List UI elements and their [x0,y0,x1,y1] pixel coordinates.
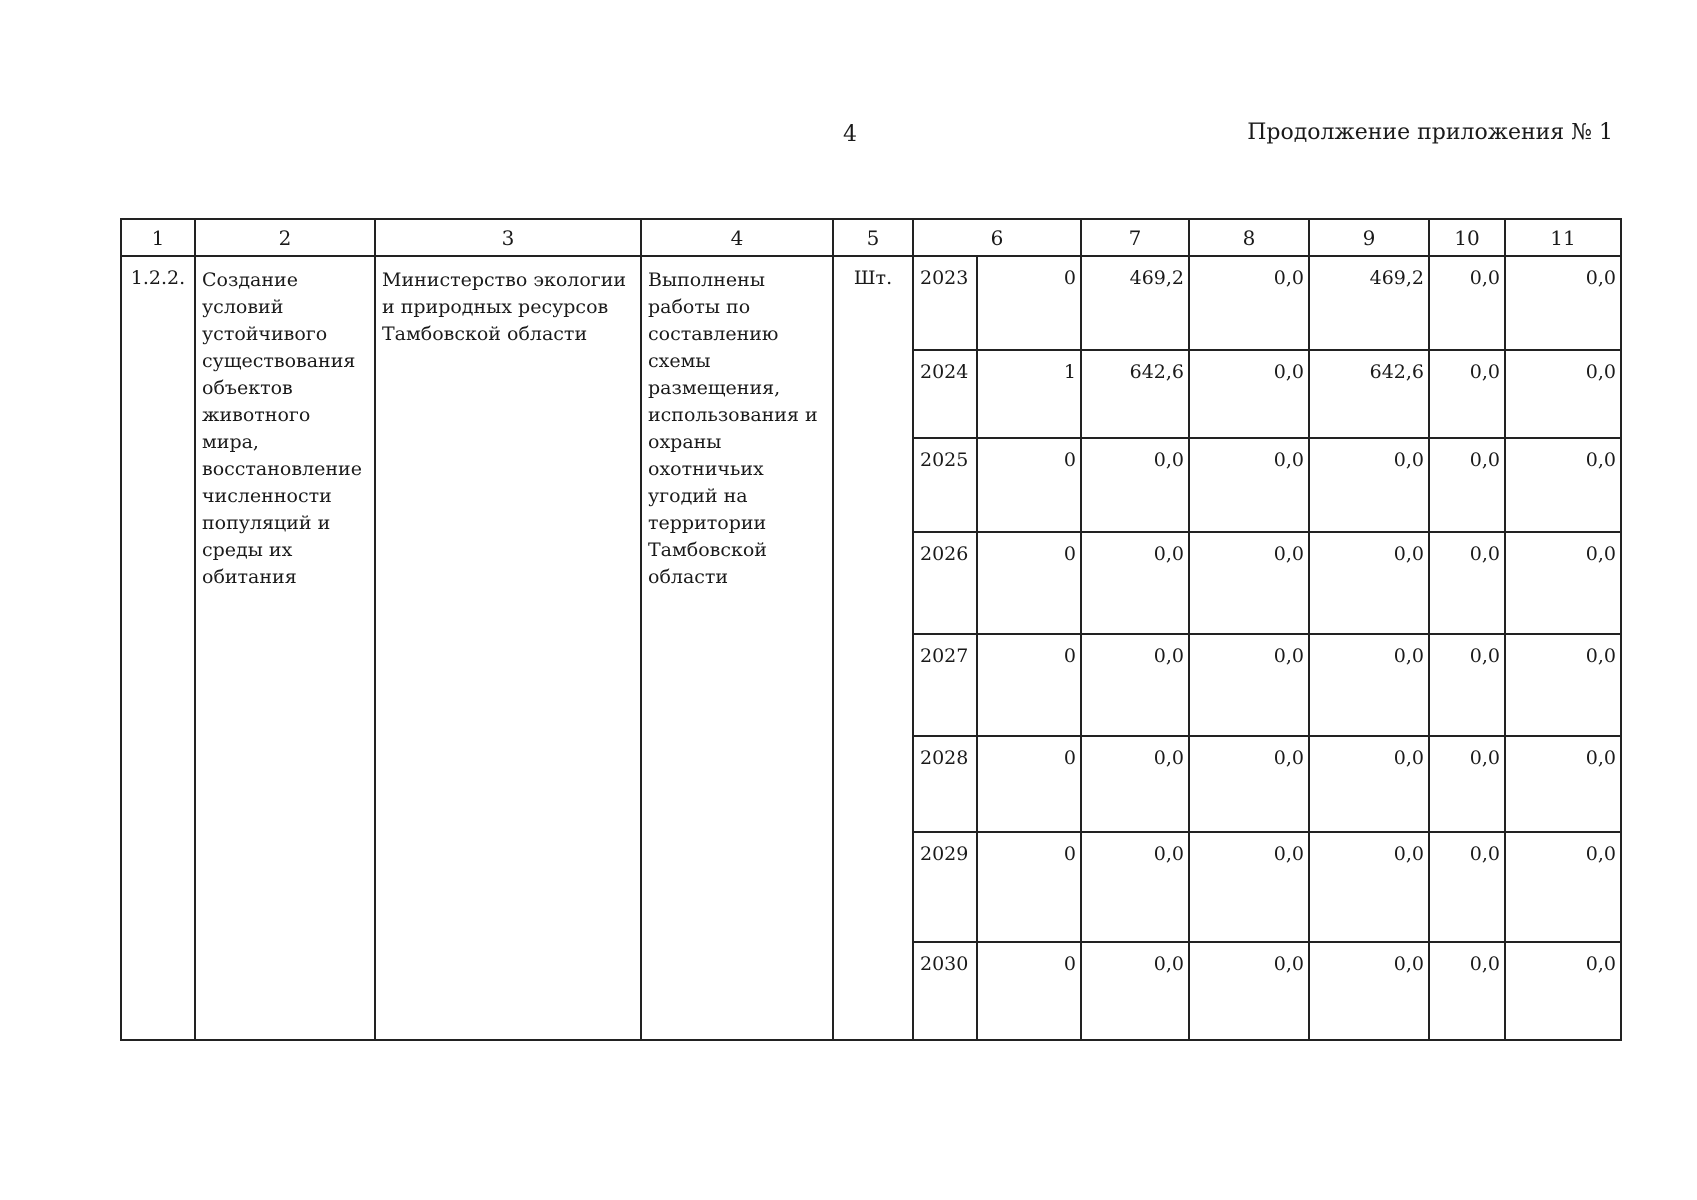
program-table [120,218,1622,1041]
unit-of-measure: Шт. [833,256,913,1040]
year-cell: 2029 [913,832,977,942]
amount-col-8: 0,0 [1189,634,1309,736]
year-cell: 2024 [913,350,977,438]
amount-col-9: 642,6 [1309,350,1429,438]
indicator-value: 0 [977,832,1081,942]
amount-col-8: 0,0 [1189,438,1309,532]
amount-col-7: 0,0 [1081,832,1189,942]
amount-col-10: 0,0 [1429,736,1505,832]
header-col-7: 7 [1081,219,1189,256]
amount-col-11: 0,0 [1505,634,1621,736]
amount-col-9: 0,0 [1309,832,1429,942]
amount-col-8: 0,0 [1189,942,1309,1040]
page-number: 4 [843,122,857,147]
indicator-value: 0 [977,942,1081,1040]
amount-col-10: 0,0 [1429,350,1505,438]
amount-col-11: 0,0 [1505,736,1621,832]
amount-col-10: 0,0 [1429,634,1505,736]
amount-col-10: 0,0 [1429,832,1505,942]
amount-col-9: 0,0 [1309,736,1429,832]
amount-col-7: 0,0 [1081,438,1189,532]
indicator-value: 0 [977,634,1081,736]
header-col-2: 2 [195,219,375,256]
amount-col-8: 0,0 [1189,350,1309,438]
amount-col-9: 469,2 [1309,256,1429,350]
amount-col-10: 0,0 [1429,256,1505,350]
amount-col-11: 0,0 [1505,832,1621,942]
indicator-value: 0 [977,532,1081,634]
amount-col-8: 0,0 [1189,832,1309,942]
amount-col-11: 0,0 [1505,438,1621,532]
header-col-4: 4 [641,219,833,256]
amount-col-7: 0,0 [1081,942,1189,1040]
year-cell: 2030 [913,942,977,1040]
indicator-value: 1 [977,350,1081,438]
header-col-9: 9 [1309,219,1429,256]
amount-col-7: 469,2 [1081,256,1189,350]
table-header-row [121,219,1621,256]
appendix-continuation-label: Продолжение приложения № 1 [1247,120,1613,145]
amount-col-7: 0,0 [1081,634,1189,736]
amount-col-9: 0,0 [1309,438,1429,532]
activity-description: Создание условий устойчивого существования объектов животного мира, восстановление численности популяций и среды их обитания [195,256,375,1040]
amount-col-7: 0,0 [1081,532,1189,634]
indicator-value: 0 [977,736,1081,832]
indicator-value: 0 [977,256,1081,350]
amount-col-8: 0,0 [1189,532,1309,634]
amount-col-10: 0,0 [1429,438,1505,532]
responsible-executor: Министерство экологии и природных ресурсов Тамбовской области [375,256,641,1040]
amount-col-9: 0,0 [1309,942,1429,1040]
table-row [121,256,1621,350]
expected-result: Выполнены работы по составлению схемы размещения, использования и охраны охотничьих угодий на территории Тамбовской области [641,256,833,1040]
amount-col-11: 0,0 [1505,256,1621,350]
year-cell: 2026 [913,532,977,634]
header-col-10: 10 [1429,219,1505,256]
row-number: 1.2.2. [121,256,195,1040]
year-cell: 2027 [913,634,977,736]
header-col-3: 3 [375,219,641,256]
amount-col-11: 0,0 [1505,532,1621,634]
year-cell: 2028 [913,736,977,832]
year-cell: 2023 [913,256,977,350]
amount-col-8: 0,0 [1189,736,1309,832]
amount-col-7: 642,6 [1081,350,1189,438]
amount-col-8: 0,0 [1189,256,1309,350]
amount-col-7: 0,0 [1081,736,1189,832]
header-col-1: 1 [121,219,195,256]
header-col-5: 5 [833,219,913,256]
amount-col-9: 0,0 [1309,634,1429,736]
amount-col-11: 0,0 [1505,350,1621,438]
amount-col-11: 0,0 [1505,942,1621,1040]
header-col-8: 8 [1189,219,1309,256]
year-cell: 2025 [913,438,977,532]
indicator-value: 0 [977,438,1081,532]
amount-col-10: 0,0 [1429,532,1505,634]
amount-col-10: 0,0 [1429,942,1505,1040]
header-col-11: 11 [1505,219,1621,256]
header-col-6: 6 [913,219,1081,256]
amount-col-9: 0,0 [1309,532,1429,634]
